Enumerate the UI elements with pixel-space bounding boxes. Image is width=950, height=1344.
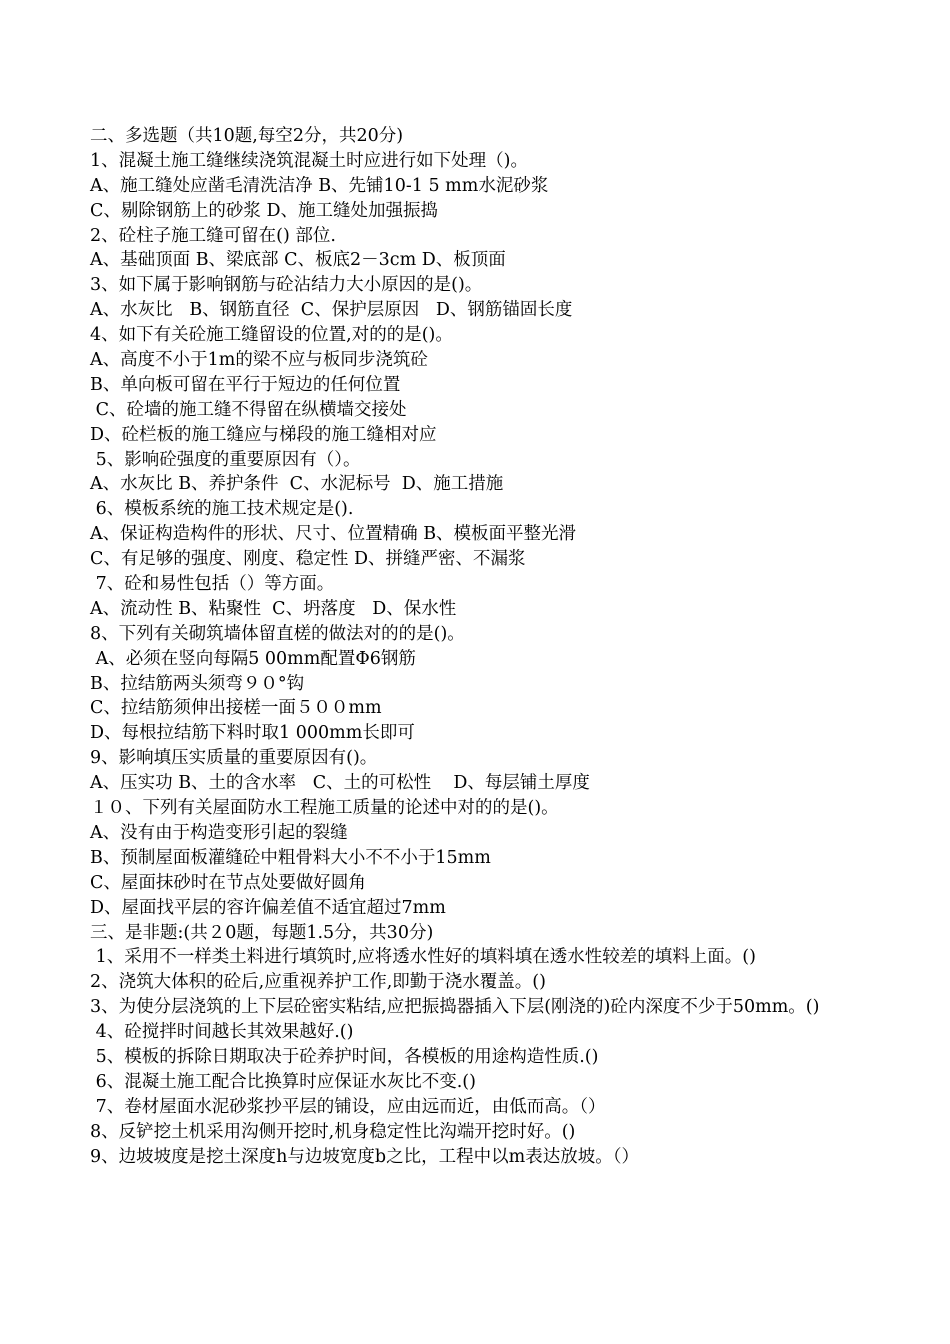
question-10-option-a: A、没有由于构造变形引起的裂缝 <box>90 822 348 843</box>
question-8-option-a: A、必须在竖向每隔5 00mm配置Φ6钢筋 <box>90 648 416 669</box>
question-1-options-cd: C、剔除钢筋上的砂浆 D、施工缝处加强振捣 <box>90 200 438 221</box>
question-5: 5、影响砼强度的重要原因有（）。 <box>90 449 361 470</box>
question-7: 7、砼和易性包括（）等方面。 <box>90 574 335 595</box>
true-false-2: 2、浇筑大体积的砼后,应重视养护工作,即勤于浇水覆盖。() <box>90 972 546 993</box>
true-false-5: 5、模板的拆除日期取决于砼养护时间，各模板的用途构造性质.() <box>90 1046 599 1067</box>
question-10-option-b: B、预制屋面板灌缝砼中粗骨料大小不不小于15mm <box>90 847 491 868</box>
question-6-options-cd: C、有足够的强度、刚度、稳定性 D、拼缝严密、不漏浆 <box>90 549 526 570</box>
question-9: 9、影响填压实质量的重要原因有()。 <box>90 748 378 769</box>
question-7-options: A、流动性 B、粘聚性 C、坍落度 D、保水性 <box>90 598 457 619</box>
question-1-options-ab: A、施工缝处应凿毛清洗洁净 B、先铺10-1 5 mm水泥砂浆 <box>90 175 549 196</box>
question-2-options: A、基础顶面 B、梁底部 C、板底2－3cm D、板顶面 <box>90 250 506 271</box>
question-4-option-c: C、砼墙的施工缝不得留在纵横墙交接处 <box>90 399 407 420</box>
question-8-option-d: D、每根拉结筋下料时取1 000mm长即可 <box>90 723 415 744</box>
question-9-options: A、压实功 B、土的含水率 C、土的可松性 D、每层铺土厚度 <box>90 773 590 794</box>
question-4-option-d: D、砼栏板的施工缝应与梯段的施工缝相对应 <box>90 424 437 445</box>
question-4: 4、如下有关砼施工缝留设的位置,对的的是()。 <box>90 325 453 346</box>
question-8: 8、下列有关砌筑墙体留直槎的做法对的的是()。 <box>90 623 465 644</box>
question-8-option-b: B、拉结筋两头须弯９０°钩 <box>90 673 305 694</box>
question-6: 6、模板系统的施工技术规定是(). <box>90 499 354 520</box>
true-false-6: 6、混凝土施工配合比换算时应保证水灰比不变.() <box>90 1071 476 1092</box>
question-5-options: A、水灰比 B、养护条件 C、水泥标号 D、施工措施 <box>90 474 504 495</box>
true-false-9: 9、边坡坡度是挖土深度h与边坡宽度b之比，工程中以m表达放坡。（） <box>90 1146 639 1167</box>
question-10-option-d: D、屋面找平层的容许偏差值不适宜超过7mm <box>90 897 446 918</box>
true-false-4: 4、砼搅拌时间越长其效果越好.() <box>90 1022 354 1043</box>
question-3: 3、如下属于影响钢筋与砼沾结力大小原因的是()。 <box>90 275 483 296</box>
question-10-option-c: C、屋面抹砂时在节点处要做好圆角 <box>90 872 366 893</box>
section-heading-multiple-choice: 二、多选题（共10题,每空2分，共20分) <box>90 126 404 146</box>
true-false-7: 7、卷材屋面水泥砂浆抄平层的铺设，应由远而近，由低而高。（） <box>90 1096 606 1117</box>
document-page <box>90 124 870 1169</box>
question-8-option-c: C、拉结筋须伸出接槎一面５００mm <box>90 698 382 719</box>
true-false-3: 3、为使分层浇筑的上下层砼密实粘结,应把振捣器插入下层(刚浇的)砼内深度不少于50mm。() <box>90 997 820 1018</box>
true-false-8: 8、反铲挖土机采用沟侧开挖时,机身稳定性比沟端开挖时好。() <box>90 1121 576 1142</box>
question-4-option-b: B、单向板可留在平行于短边的任何位置 <box>90 374 401 395</box>
question-6-options-ab: A、保证构造构件的形状、尺寸、位置精确 B、模板面平整光滑 <box>90 524 577 545</box>
question-10: １０、下列有关屋面防水工程施工质量的论述中对的的是()。 <box>90 798 559 819</box>
question-2: 2、砼柱子施工缝可留在() 部位. <box>90 225 336 246</box>
true-false-1: 1、采用不一样类土料进行填筑时,应将透水性好的填料填在透水性较差的填料上面。() <box>90 947 756 968</box>
question-1: 1、混凝土施工缝继续浇筑混凝土时应进行如下处理（)。 <box>90 150 528 171</box>
question-3-options: A、水灰比 B、钢筋直径 C、保护层原因 D、钢筋锚固长度 <box>90 300 573 321</box>
question-4-option-a: A、高度不小于1m的梁不应与板同步浇筑砼 <box>90 350 428 371</box>
section-heading-true-false: 三、是非题:(共２0题，每题1.5分，共30分) <box>90 922 434 943</box>
